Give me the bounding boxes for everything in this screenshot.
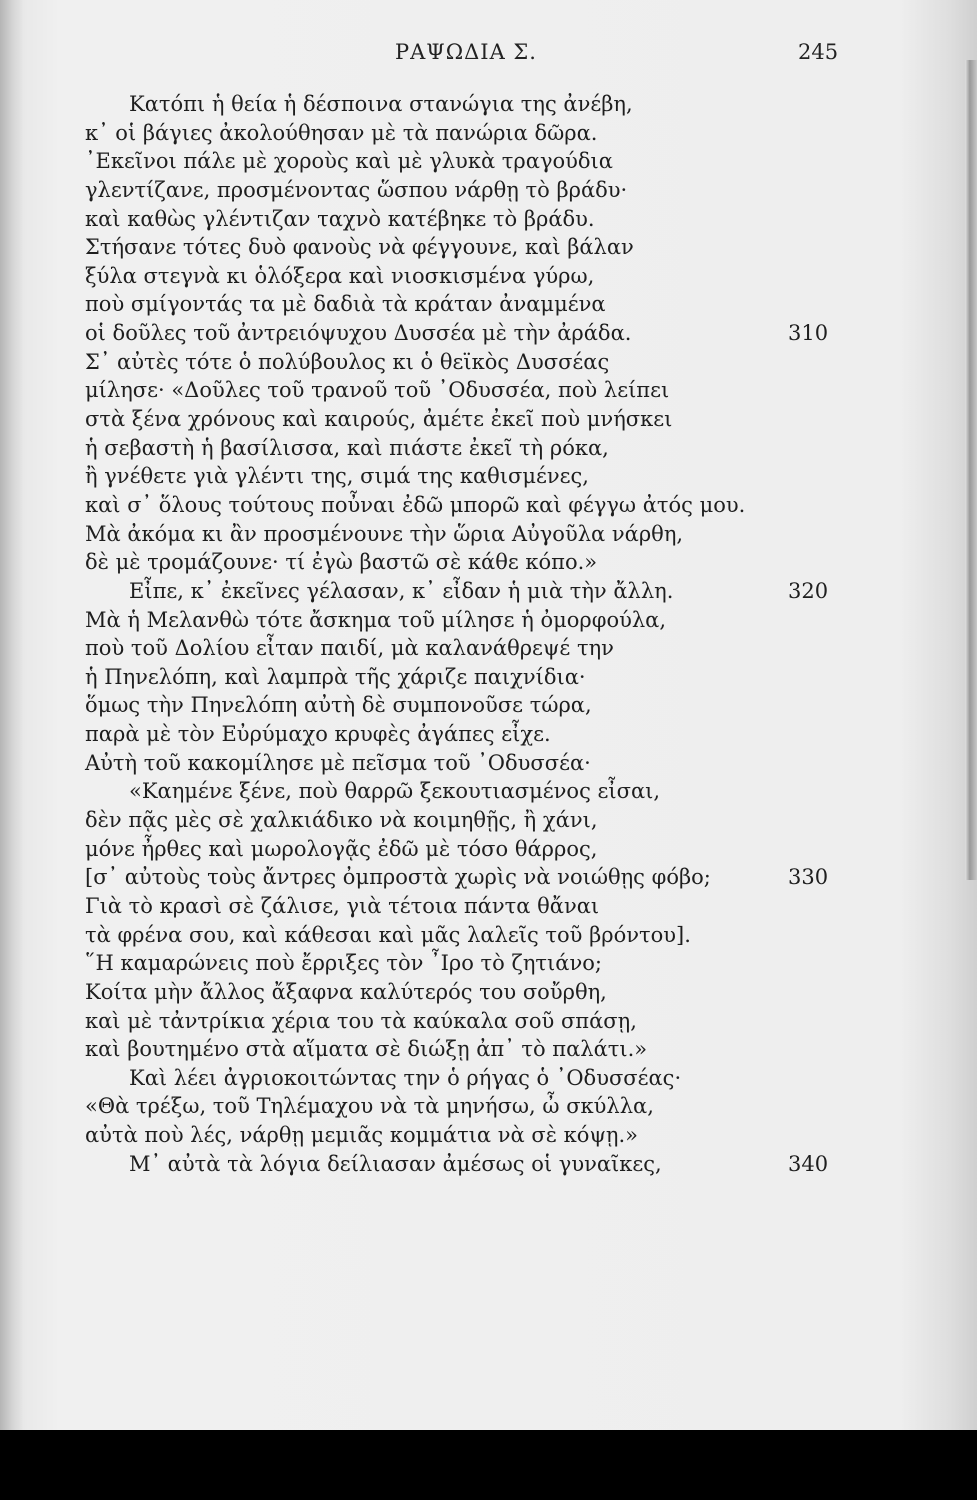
line-number: 340 [788,1151,829,1176]
page-edge-shadow [965,60,977,880]
verse-line [85,520,845,549]
verse-text: Κοίτα μὴν ἄλλος ἄξαφνα καλύτερός του σοὔρθη, [85,979,607,1004]
verse-line [85,262,845,291]
verse-line [85,233,845,262]
verse-text: αὐτὰ ποὺ λές, νάρθῃ μεμιᾶς κομμάτια νὰ σὲ κόψῃ.» [85,1123,639,1148]
verse-text: Σ᾽ αὐτὲς τότε ὁ πολύβουλος κι ὁ θεϊκὸς Δυσσέας [85,349,610,374]
verse-text: ξύλα στεγνὰ κι ὁλόξερα καὶ νιοσκισμένα γύρω, [85,263,595,288]
verse-line [85,749,845,778]
verse-text: ἢ γνέθετε γιὰ γλέντι της, σιμά της καθισμένες, [85,464,589,489]
verse-line [85,1121,845,1150]
verse-text: καὶ σ᾽ ὅλους τούτους ποὖναι ἐδῶ μπορῶ καὶ φέγγω ἀτός μου. [85,492,746,517]
verse-text: παρὰ μὲ τὸν Εὐρύμαχο κρυφὲς ἀγάπες εἶχε. [85,722,551,747]
verse-line [85,949,845,978]
verse-text: Μὰ ἡ Μελανθὼ τότε ἄσκημα τοῦ μίλησε ἡ ὀμορφούλα, [85,607,667,632]
verse-line [85,90,845,119]
verse-line [85,1007,845,1036]
verse-line [85,1064,845,1093]
line-number: 330 [788,865,829,890]
verse-line [85,434,845,463]
verse-line [85,1150,845,1179]
verse-line [85,835,845,864]
verse-text: Στήσανε τότες δυὸ φανοὺς νὰ φέγγουνε, καὶ βάλαν [85,235,634,260]
verse-text: ἡ Πηνελόπη, καὶ λαμπρὰ τῆς χάριζε παιχνίδια· [85,664,586,689]
verse-line [85,376,845,405]
verse-text: καὶ μὲ τἀντρίκια χέρια του τὰ καύκαλα σοῦ σπάσῃ, [85,1008,637,1033]
verse-line [85,176,845,205]
verse-line [85,606,845,635]
line-number: 310 [788,321,829,346]
line-number: 320 [788,578,829,603]
running-title: ΡΑΨΩΔΙΑ Σ. [395,40,537,64]
verse-text: Κατόπι ἡ θεία ἡ δέσποινα στανώγια της ἀνέβη, [129,92,633,116]
verse-line [85,205,845,234]
verse-text: ποὺ σμίγοντάς τα μὲ δαδιὰ τὰ κράταν ἀναμμένα [85,292,606,317]
verse-text: [σ᾽ αὐτοὺς τοὺς ἄντρες ὀμπροστὰ χωρὶς νὰ νοιώθῃς φόβο; [85,865,711,890]
verse-line [85,691,845,720]
verse-text: μίλησε· «Δοῦλες τοῦ τρανοῦ τοῦ ᾿Οδυσσέα, ποὺ λείπει [85,378,670,403]
verse-text: στὰ ξένα χρόνους καὶ καιρούς, ἀμέτε ἐκεῖ ποὺ μνήσκει [85,407,673,432]
verse-text: τὰ φρένα σου, καὶ κάθεσαι καὶ μᾶς λαλεῖς τοῦ βρόντου]. [85,922,691,947]
verse-text: ποὺ τοῦ Δολίου εἶταν παιδί, μὰ καλανάθρεψέ την [85,636,614,661]
verse-text: καὶ βουτημένο στὰ αἵματα σὲ διώξῃ ἀπ᾽ τὸ παλάτι.» [85,1037,648,1062]
verse-line [85,290,845,319]
verse-line [85,462,845,491]
verse-text: οἱ δοῦλες τοῦ ἀντρειόψυχου Δυσσέα μὲ τὴν ἀράδα. [85,321,632,346]
verse-line [85,663,845,692]
verse-line [85,634,845,663]
verse-text: κ᾽ οἱ βάγιες ἀκολούθησαν μὲ τὰ πανώρια δῶρα. [85,120,598,145]
verse-text: δὲ μὲ τρομάζουνε· τί ἐγὼ βαστῶ σὲ κάθε κόπο.» [85,550,598,575]
page-number: 245 [798,40,839,64]
poem-text [85,90,845,1178]
verse-line [85,147,845,176]
verse-text: Καὶ λέει ἀγριοκοιτώντας την ὁ ρήγας ὁ ᾿Οδυσσέας· [129,1065,682,1090]
verse-line [85,405,845,434]
verse-line [85,119,845,148]
verse-text: Μὰ ἀκόμα κι ἂν προσμένουνε τὴν ὥρια Αὐγοῦλα νάρθη, [85,521,684,546]
verse-text: Εἶπε, κ᾽ ἐκεῖνες γέλασαν, κ᾽ εἶδαν ἡ μιὰ τὴν ἄλλη. [129,578,674,603]
page-binding-shadow [0,0,22,1430]
verse-line [85,348,845,377]
verse-text: ἡ σεβαστὴ ἡ βασίλισσα, καὶ πιάστε ἐκεῖ τὴ ρόκα, [85,435,609,460]
verse-text: ὅμως τὴν Πηνελόπη αὐτὴ δὲ συμπονοῦσε τώρα, [85,693,592,718]
verse-line [85,548,845,577]
verse-text: ῞Η καμαρώνεις ποὺ ἔρριξες τὸν ῏Ιρο τὸ ζητιάνο; [85,951,602,976]
verse-text: μόνε ἦρθες καὶ μωρολογᾷς ἐδῶ μὲ τόσο θάρρος, [85,836,598,861]
verse-text: Γιὰ τὸ κρασὶ σὲ ζάλισε, γιὰ τέτοια πάντα θἄναι [85,893,600,918]
verse-text: γλεντίζανε, προσμένοντας ὥσπου νάρθῃ τὸ βράδυ· [85,177,628,202]
verse-text: «Θὰ τρέξω, τοῦ Τηλέμαχου νὰ τὰ μηνήσω, ὦ σκύλλα, [85,1094,654,1119]
page-header [0,40,977,74]
verse-text: καὶ καθὼς γλέντιζαν ταχνὸ κατέβηκε τὸ βράδυ. [85,206,595,231]
verse-line [85,720,845,749]
verse-line [85,892,845,921]
verse-line [85,1035,845,1064]
verse-line [85,1092,845,1121]
verse-text: Αὐτὴ τοῦ κακομίλησε μὲ πεῖσμα τοῦ ᾿Οδυσσέα· [85,750,591,775]
verse-line [85,806,845,835]
verse-text: δὲν πᾷς μὲς σὲ χαλκιάδικο νὰ κοιμηθῇς, ἢ χάνι, [85,808,598,833]
verse-line [85,577,845,606]
verse-line [85,777,845,806]
verse-text: ᾿Εκεῖνοι πάλε μὲ χοροὺς καὶ μὲ γλυκὰ τραγούδια [85,149,613,174]
verse-text: Μ᾽ αὐτὰ τὰ λόγια δείλιασαν ἀμέσως οἱ γυναῖκες, [129,1151,662,1176]
verse-line [85,978,845,1007]
verse-text: «Καημένε ξένε, ποὺ θαρρῶ ξεκουτιασμένος εἶσαι, [129,779,661,804]
verse-line [85,921,845,950]
verse-line [85,491,845,520]
verse-line [85,319,845,348]
scan-border [0,1430,977,1500]
verse-line [85,863,845,892]
